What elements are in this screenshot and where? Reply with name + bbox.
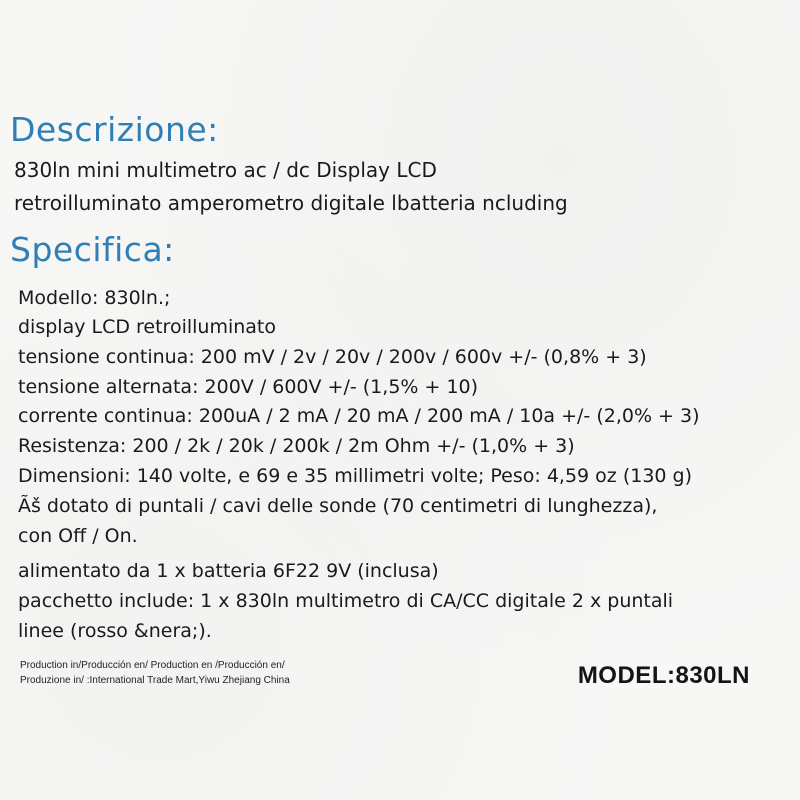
spec-package-line-cont: linee (rosso &nera;). (18, 620, 212, 642)
spec-package-line: pacchetto include: 1 x 830ln multimetro di CA/CC digitale 2 x puntali (18, 590, 674, 612)
spec-dimensions-line: Dimensioni: 140 volte, e 69 e 35 millimetri volte; Peso: 4,59 oz (130 g) (18, 465, 693, 487)
specification-heading: Specifica: (10, 230, 175, 269)
description-line: 830ln mini multimetro ac / dc Display LCD (14, 158, 437, 182)
spec-switch-line: con Off / On. (18, 525, 138, 547)
spec-ac-voltage-line: tensione alternata: 200V / 600V +/- (1,5% + 10) (18, 376, 479, 398)
spec-display-line: display LCD retroilluminato (18, 316, 277, 338)
production-info-line: Produzione in/ :International Trade Mart,Yiwu Zhejiang China (20, 675, 290, 686)
spec-probes-line: Ãš dotato di puntali / cavi delle sonde (70 centimetri di lunghezza), (18, 495, 658, 517)
model-label: MODEL:830LN (577, 662, 750, 689)
description-heading: Descrizione: (10, 110, 219, 149)
spec-dc-voltage-line: tensione continua: 200 mV / 2v / 20v / 200v / 600v +/- (0,8% + 3) (18, 346, 647, 368)
spec-battery-line: alimentato da 1 x batteria 6F22 9V (inclusa) (18, 560, 439, 582)
spec-dc-current-line: corrente continua: 200uA / 2 mA / 20 mA / 200 mA / 10a +/- (2,0% + 3) (18, 405, 700, 427)
spec-model-line: Modello: 830ln.; (18, 287, 171, 309)
description-line: retroilluminato amperometro digitale lbatteria ncluding (14, 191, 568, 215)
spec-resistance-line: Resistenza: 200 / 2k / 20k / 200k / 2m Ohm +/- (1,0% + 3) (18, 435, 575, 457)
production-info-line: Production in/Producción en/ Production en /Producción en/ (20, 660, 285, 671)
